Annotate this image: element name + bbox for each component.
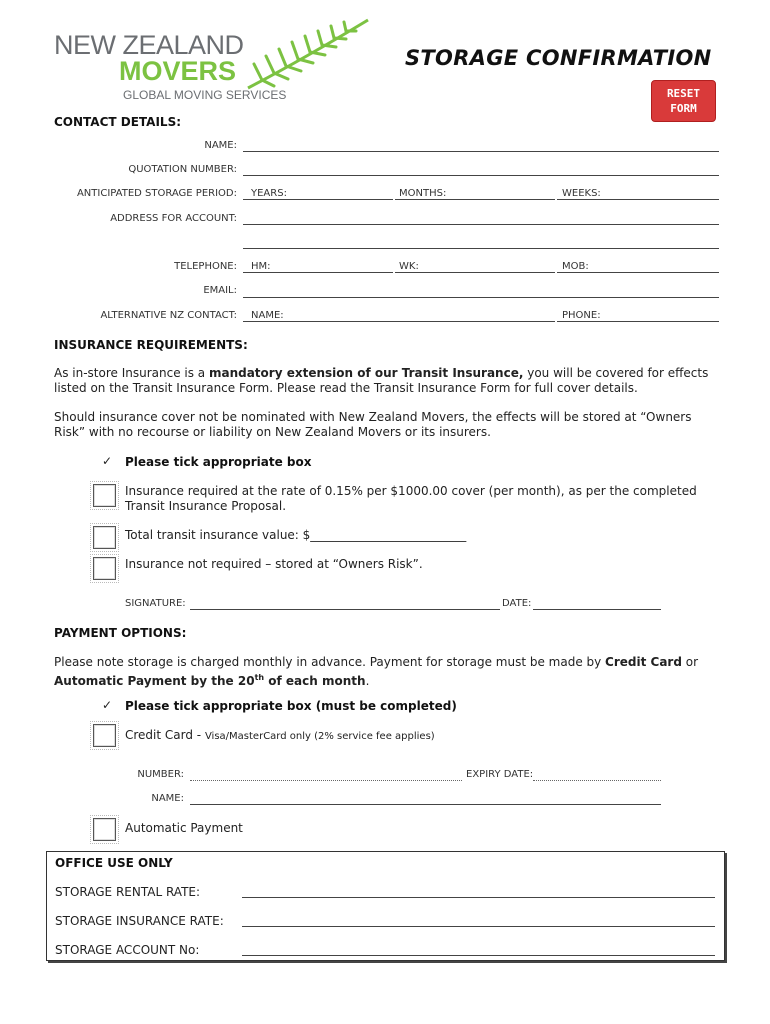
alt-name-label: NAME: [251, 310, 284, 321]
alt-name-field[interactable] [243, 321, 555, 322]
months-field[interactable] [395, 199, 555, 200]
alt-contact-label: ALTERNATIVE NZ CONTACT: [100, 310, 237, 321]
signature-field[interactable] [190, 609, 500, 610]
account-number-field[interactable] [242, 955, 715, 956]
wk-field[interactable] [395, 272, 555, 273]
transit-value-checkbox[interactable] [93, 526, 116, 549]
name-field[interactable] [243, 151, 719, 152]
contact-heading: CONTACT DETAILS: [54, 115, 182, 129]
storage-period-label: ANTICIPATED STORAGE PERIOD: [76, 188, 237, 199]
fern-icon [240, 16, 375, 91]
office-use-box [46, 851, 725, 961]
cardholder-name-label: NAME: [151, 793, 184, 804]
reset-form-button[interactable] [651, 80, 716, 122]
logo-line-global-moving: GLOBAL MOVING SERVICES [123, 88, 287, 102]
hm-field[interactable] [243, 272, 393, 273]
signature-label: SIGNATURE: [125, 598, 186, 609]
insurance-p1-text-a: As in-store Insurance is a [54, 366, 209, 380]
mob-field[interactable] [557, 272, 719, 273]
payment-bold-credit-card: Credit Card [605, 655, 682, 669]
insurance-rate-field[interactable] [242, 926, 715, 927]
checkmark-icon: ✓ [102, 454, 113, 468]
date-label: DATE: [502, 598, 532, 609]
reset-label-1: RESET [666, 87, 701, 100]
automatic-payment-checkbox[interactable] [93, 818, 116, 841]
expiry-field[interactable] [533, 780, 661, 781]
reset-label-2: FORM [670, 102, 697, 115]
months-label: MONTHS: [399, 188, 447, 199]
insurance-rate-label: STORAGE INSURANCE RATE: [55, 914, 224, 928]
email-label: EMAIL: [203, 285, 237, 296]
insurance-paragraph-1 [54, 366, 724, 396]
payment-heading: PAYMENT OPTIONS: [54, 626, 187, 640]
wk-label: WK: [399, 261, 419, 272]
logo-line-movers: MOVERS [119, 56, 237, 86]
credit-card-label: Credit Card - [125, 728, 205, 742]
insurance-not-required-checkbox[interactable] [93, 557, 116, 580]
payment-tick-instruction: Please tick appropriate box (must be completed) [125, 699, 457, 713]
alt-phone-field[interactable] [557, 321, 719, 322]
weeks-field[interactable] [557, 199, 719, 200]
expiry-label: EXPIRY DATE: [466, 769, 534, 780]
credit-card-option [125, 728, 435, 744]
credit-card-note: Visa/MasterCard only (2% service fee applies) [204, 731, 435, 742]
cardholder-name-field[interactable] [190, 804, 661, 805]
card-number-field[interactable] [190, 780, 462, 781]
telephone-label: TELEPHONE: [174, 261, 237, 272]
payment-bold-each-month: of each month [264, 674, 366, 688]
account-number-label: STORAGE ACCOUNT No: [55, 943, 200, 957]
rental-rate-label: STORAGE RENTAL RATE: [55, 885, 201, 899]
years-label: YEARS: [251, 188, 287, 199]
email-field[interactable] [243, 297, 719, 298]
quotation-label: QUOTATION NUMBER: [128, 164, 237, 175]
transit-value-label: Total transit insurance value: $__________________________ [125, 528, 467, 542]
checkmark-icon: ✓ [102, 698, 113, 712]
date-field[interactable] [533, 609, 661, 610]
hm-label: HM: [251, 261, 271, 272]
office-heading: OFFICE USE ONLY [55, 856, 173, 870]
quotation-field[interactable] [243, 175, 719, 176]
logo-line-new-zealand: NEW ZEALAND [54, 30, 244, 60]
insurance-required-label: Insurance required at the rate of 0.15% per $1000.00 cover (per month), as per the completed Transit Insurance Proposal. [125, 484, 697, 513]
address-field-1[interactable] [243, 224, 719, 225]
insurance-p1-text-c: you will be covered for effects listed on the Transit Insurance Form. Please read the Transit Insurance Form for full cover details. [54, 366, 709, 395]
payment-text-c: or [681, 655, 699, 669]
weeks-label: WEEKS: [562, 188, 601, 199]
card-number-label: NUMBER: [137, 769, 184, 780]
rental-rate-field[interactable] [242, 897, 715, 898]
insurance-heading: INSURANCE REQUIREMENTS: [54, 338, 248, 352]
page-title: STORAGE CONFIRMATION [405, 46, 712, 70]
credit-card-checkbox[interactable] [93, 724, 116, 747]
automatic-payment-label: Automatic Payment [125, 821, 243, 835]
mob-label: MOB: [562, 261, 589, 272]
payment-period: . [365, 674, 370, 688]
payment-bold-automatic: Automatic Payment by the 20 [54, 674, 255, 688]
years-field[interactable] [243, 199, 393, 200]
payment-paragraph [54, 655, 724, 689]
address-field-2[interactable] [243, 248, 719, 249]
alt-phone-label: PHONE: [562, 310, 601, 321]
insurance-paragraph-2: Should insurance cover not be nominated with New Zealand Movers, the effects will be stored at “Owners Risk” with no recourse or liability on New Zealand Movers or its insurers. [54, 410, 692, 439]
name-label: NAME: [204, 140, 237, 151]
insurance-tick-instruction: Please tick appropriate box [125, 455, 312, 469]
address-label: ADDRESS FOR ACCOUNT: [110, 213, 237, 224]
insurance-p1-bold: mandatory extension of our Transit Insurance, [208, 366, 524, 380]
payment-sup-th: th [254, 673, 265, 682]
insurance-not-required-label: Insurance not required – stored at “Owners Risk”. [125, 557, 423, 571]
payment-text-a: Please note storage is charged monthly in advance. Payment for storage must be made by [54, 655, 606, 669]
insurance-required-checkbox[interactable] [93, 484, 116, 507]
